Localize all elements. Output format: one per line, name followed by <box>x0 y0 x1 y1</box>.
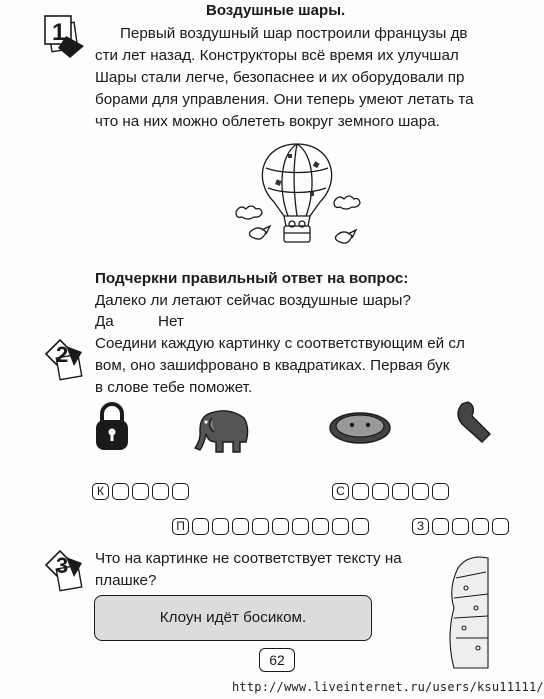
cipher-cell[interactable] <box>132 483 149 500</box>
cipher-word-3 <box>172 518 372 537</box>
instruction-line: Что на картинке не соответствует тексту на <box>95 550 402 567</box>
cipher-cell[interactable] <box>392 483 409 500</box>
button-icon[interactable] <box>330 413 390 443</box>
cipher-cell[interactable] <box>372 483 389 500</box>
task-3-badge <box>44 547 94 593</box>
cipher-cell[interactable] <box>312 518 329 535</box>
task-1-paragraph <box>95 23 495 133</box>
cipher-cell[interactable] <box>492 518 509 535</box>
page-number: 62 <box>259 648 295 672</box>
watermark-url: http://www.liveinternet.ru/users/ksu11111/ <box>232 680 544 694</box>
task-3-plaque: Клоун идёт босиком. <box>94 595 372 641</box>
instruction-line: в слове тебе поможет. <box>95 379 253 396</box>
task-2-pictures <box>90 400 493 458</box>
cipher-cell[interactable] <box>432 483 449 500</box>
padlock-icon[interactable] <box>96 404 128 450</box>
task-2-instructions <box>95 333 493 399</box>
task-1-number: 1 <box>52 19 66 46</box>
cipher-word-2 <box>332 483 452 502</box>
elephant-icon[interactable] <box>195 411 248 452</box>
cipher-cell[interactable] <box>472 518 489 535</box>
cipher-word-1 <box>92 483 192 502</box>
cipher-cell[interactable] <box>412 483 429 500</box>
cipher-cell[interactable] <box>452 518 469 535</box>
instruction-line: Соедини каждую картинку с соответствующим ей сл <box>95 335 465 352</box>
task-2-badge <box>44 336 94 382</box>
cipher-cell[interactable] <box>252 518 269 535</box>
paragraph-line: Первый воздушный шар построили французы дв <box>120 25 468 42</box>
cipher-first-letter: К <box>92 483 109 500</box>
instruction-line: плашке? <box>95 572 157 589</box>
task-2-number: 2 <box>56 342 69 367</box>
task-3-instructions <box>95 548 455 592</box>
cipher-cell[interactable] <box>232 518 249 535</box>
cipher-cell[interactable] <box>432 518 449 535</box>
cipher-cell[interactable] <box>352 483 369 500</box>
task-3-number: 3 <box>56 553 69 578</box>
paragraph-line: что на них можно облететь вокруг земного шара. <box>95 113 440 130</box>
cipher-cell[interactable] <box>292 518 309 535</box>
paragraph-line: борами для управления. Они теперь умеют летать та <box>95 91 474 108</box>
question-text: Далеко ли летают сейчас воздушные шары? <box>95 292 411 309</box>
cipher-cell[interactable] <box>272 518 289 535</box>
cipher-cell[interactable] <box>352 518 369 535</box>
answer-no[interactable]: Нет <box>158 313 184 330</box>
cipher-cell[interactable] <box>332 518 349 535</box>
paragraph-line: сти лет назад. Конструкторы всё время их улучшал <box>95 47 459 64</box>
cipher-cell[interactable] <box>112 483 129 500</box>
cipher-cell[interactable] <box>212 518 229 535</box>
cipher-cell[interactable] <box>192 518 209 535</box>
paragraph-line: Шары стали легче, безопаснее и их оборудовали пр <box>95 69 465 86</box>
balloon-illustration <box>222 140 372 255</box>
cipher-first-letter: П <box>172 518 189 535</box>
wrench-icon[interactable] <box>458 402 490 442</box>
clown-illustration <box>448 548 493 668</box>
cipher-cell[interactable] <box>172 483 189 500</box>
title-text: Воздушные шары. <box>206 2 346 19</box>
cipher-word-4 <box>412 518 512 537</box>
cipher-cell[interactable] <box>152 483 169 500</box>
answer-yes[interactable]: Да <box>95 313 114 330</box>
instruction-line: вом, оно зашифровано в квадратиках. Первая бук <box>95 357 450 374</box>
cipher-first-letter: З <box>412 518 429 535</box>
task-1-badge <box>44 14 92 60</box>
question-heading: Подчеркни правильный ответ на вопрос: <box>95 270 409 287</box>
cipher-first-letter: С <box>332 483 349 500</box>
